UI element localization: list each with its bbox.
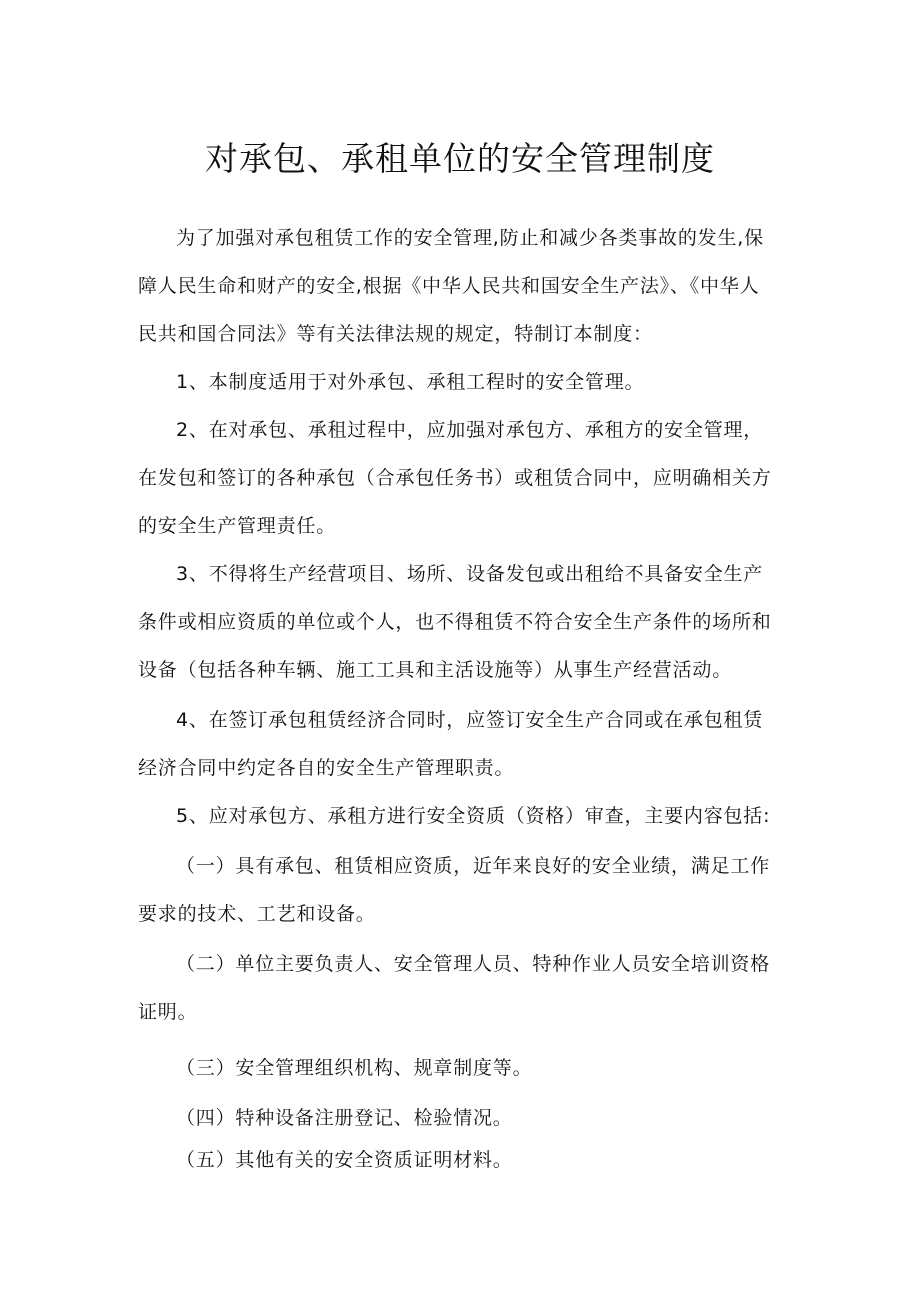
document-title: 对承包、承租单位的安全管理制度: [205, 139, 715, 178]
intro-line: 障人民生命和财产的安全,根据《中华人民共和国安全生产法》、《中华人: [138, 275, 760, 297]
item-2-line: 在发包和签订的各种承包（合承包任务书）或租赁合同中，应明确相关方: [138, 467, 772, 489]
item-2-line: 的安全生产管理责任。: [138, 515, 337, 537]
item-5-line: 5、应对承包方、承租方进行安全资质（资格）审查，主要内容包括:: [176, 805, 771, 827]
sub-item-1-line: （一）具有承包、租赁相应资质，近年来良好的安全业绩，满足工作: [176, 855, 771, 877]
item-2-line: 2、在对承包、承租过程中，应加强对承包方、承租方的安全管理，: [176, 419, 764, 441]
item-4-line: 经济合同中约定各自的安全生产管理职责。: [138, 757, 515, 779]
sub-item-4-line: （四）特种设备注册登记、检验情况。: [176, 1107, 513, 1129]
intro-line: 民共和国合同法》等有关法律法规的规定，特制订本制度：: [138, 323, 653, 345]
item-3-line: 设备（包括各种车辆、施工工具和主活设施等）从事生产经营活动。: [138, 659, 733, 681]
item-1-line: 1、本制度适用于对外承包、承租工程时的安全管理。: [176, 371, 645, 393]
intro-line: 为了加强对承包租赁工作的安全管理,防止和减少各类事故的发生,保: [176, 227, 764, 249]
item-4-line: 4、在签订承包租赁经济合同时，应签订安全生产合同或在承包租赁: [176, 709, 764, 731]
sub-item-2-line: 证明。: [138, 1001, 198, 1023]
item-3-line: 3、不得将生产经营项目、场所、设备发包或出租给不具备安全生产: [176, 563, 764, 585]
item-3-line: 条件或相应资质的单位或个人，也不得租赁不符合安全生产条件的场所和: [138, 611, 772, 633]
sub-item-5-line: （五）其他有关的安全资质证明材料。: [176, 1149, 513, 1171]
sub-item-1-line: 要求的技术、工艺和设备。: [138, 903, 376, 925]
sub-item-2-line: （二）单位主要负责人、安全管理人员、特种作业人员安全培训资格: [176, 953, 771, 975]
sub-item-3-line: （三）安全管理组织机构、规章制度等。: [176, 1057, 533, 1079]
